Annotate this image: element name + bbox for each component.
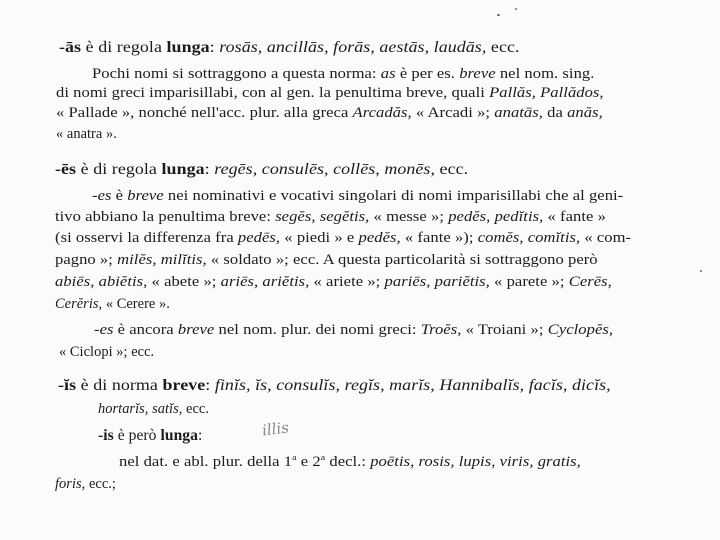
text-run: ecc.: [182, 401, 209, 417]
latin-example: comĕs, comĭtis,: [477, 230, 581, 246]
latin-example: finĭs, ĭs, consulĭs, regĭs, marĭs, Hannibalĭs, facĭs, dicĭs,: [214, 377, 611, 394]
text-run: nel dat. e abl. plur. della 1: [119, 453, 293, 470]
text-run: :: [209, 39, 220, 56]
latin-example: as: [380, 66, 396, 82]
latin-example: milĕs, milĭtis,: [117, 252, 207, 268]
latin-example: abiēs, abiĕtis,: [55, 274, 148, 290]
latin-example: -es: [94, 322, 114, 338]
latin-example: Arcadăs,: [352, 105, 412, 121]
text-run: « piedi » e: [280, 230, 359, 246]
text-run: e 2: [296, 453, 321, 470]
text-run: ecc.: [486, 39, 520, 56]
text-run: :: [198, 427, 203, 444]
text-run: « abete »;: [147, 274, 221, 290]
handwritten-annotation: illis: [261, 418, 290, 440]
scan-speck: [700, 270, 702, 272]
is-long-line-2: [55, 477, 116, 491]
text-run: :: [204, 161, 215, 178]
es-greek-plural-line-1: [94, 323, 613, 337]
bold-term: lunga: [161, 161, 205, 178]
text-run: « Ciclopi »; ecc.: [59, 344, 155, 360]
text-run: è di norma: [76, 377, 163, 394]
as-exception-line-3: [56, 106, 603, 120]
text-run: « anatra ».: [56, 126, 117, 142]
text-run: pagno »;: [55, 252, 118, 268]
latin-example: breve: [459, 66, 496, 82]
text-run: è: [111, 188, 128, 204]
text-run: ecc.;: [85, 476, 116, 492]
latin-example: breve: [177, 322, 215, 338]
text-run: « Troiani »;: [461, 322, 548, 338]
text-run: (si osservi la differenza fra: [55, 230, 238, 246]
text-run: « fante »);: [400, 230, 478, 246]
text-run: nel nom. sing.: [495, 66, 595, 82]
text-run: è però: [113, 427, 161, 444]
latin-example: -es: [92, 188, 112, 204]
bold-term: lunga: [166, 39, 210, 56]
text-run: di nomi greci imparisillabi, con al gen. la penultima breve, quali: [56, 85, 490, 101]
bold-term: -is: [98, 427, 114, 444]
es-exception-line-3: [55, 231, 631, 245]
text-run: « fante »: [543, 209, 606, 225]
text-run: « Arcadi »;: [411, 105, 495, 121]
latin-example: poētis, rosis, lupis, viris, gratis,: [370, 453, 581, 470]
is-long-subheading: [98, 428, 202, 444]
text-run: « ariete »;: [309, 274, 385, 290]
latin-example: Pallăs, Pallădos,: [489, 85, 604, 101]
latin-example: anatās,: [494, 105, 543, 121]
text-run: decl.:: [325, 453, 371, 470]
as-exception-line-2: [56, 86, 604, 100]
es-exception-line-4: [55, 253, 598, 267]
text-run: da: [542, 105, 568, 121]
text-run: « parete »;: [489, 274, 569, 290]
is-long-line-1: [119, 453, 581, 469]
latin-example: Troĕs,: [420, 322, 462, 338]
is-examples-continued: [98, 402, 209, 416]
text-run: « messe »;: [369, 209, 449, 225]
es-exception-line-1: [92, 189, 623, 203]
latin-example: pedĕs, pedĭtis,: [448, 209, 544, 225]
scan-speck: [515, 8, 517, 10]
text-run: nel nom. plur. dei nomi greci:: [214, 322, 421, 338]
latin-example: pedĕs,: [358, 230, 401, 246]
latin-example: breve: [127, 188, 164, 204]
es-exception-line-2: [55, 210, 606, 224]
text-run: :: [205, 377, 215, 394]
text-run: « Cerere ».: [102, 296, 170, 312]
text-run: Pochi nomi si sottraggono a questa norma:: [92, 66, 381, 82]
latin-example: pariēs, pariĕtis,: [384, 274, 490, 290]
bold-term: -ēs: [55, 161, 77, 178]
es-exception-line-5: [55, 275, 612, 289]
es-greek-plural-line-2: [59, 345, 154, 359]
as-exception-line-1: [92, 67, 594, 81]
rule-heading-as: [59, 40, 520, 56]
rule-heading-is: [58, 378, 611, 394]
bold-term: -ĭs: [58, 377, 77, 394]
latin-example: Cyclopĕs,: [547, 322, 614, 338]
latin-example: ariēs, ariĕtis,: [220, 274, 310, 290]
bold-term: lunga: [160, 427, 199, 444]
text-run: « com-: [580, 230, 632, 246]
text-run: « Pallade », nonché nell'acc. plur. alla greca: [56, 105, 353, 121]
latin-example: Cerēs,: [568, 274, 612, 290]
text-run: è per es.: [395, 66, 460, 82]
bold-term: -ās: [59, 39, 82, 56]
text-run: tivo abbiano la penultima breve:: [55, 209, 276, 225]
text-run: « soldato »; ecc. A questa particolarità si sottraggono però: [206, 252, 598, 268]
latin-example: pedēs,: [237, 230, 281, 246]
latin-example: Cerĕris,: [55, 296, 103, 312]
text-run: è di regola: [81, 39, 167, 56]
rule-heading-es: [55, 162, 468, 178]
text-run: nei nominativi e vocativi singolari di nomi imparisillabi che al geni-: [163, 188, 624, 204]
text-run: è di regola: [76, 161, 162, 178]
ordinal-superscript: a: [292, 452, 297, 462]
as-exception-line-4: [56, 127, 117, 141]
latin-example: rosās, ancillās, forās, aestās, laudās,: [219, 39, 487, 56]
scan-speck: [497, 14, 500, 16]
latin-example: regēs, consulēs, collēs, monēs,: [214, 161, 436, 178]
es-exception-line-6: [55, 297, 170, 311]
latin-example: anăs,: [567, 105, 603, 121]
latin-example: segĕs, segĕtis,: [275, 209, 370, 225]
latin-example: hortarĭs, satĭs,: [98, 401, 183, 417]
ordinal-superscript: a: [320, 452, 326, 462]
text-run: ecc.: [435, 161, 469, 178]
text-run: è ancora: [113, 322, 178, 338]
bold-term: breve: [162, 377, 206, 394]
latin-example: foris,: [55, 476, 86, 492]
